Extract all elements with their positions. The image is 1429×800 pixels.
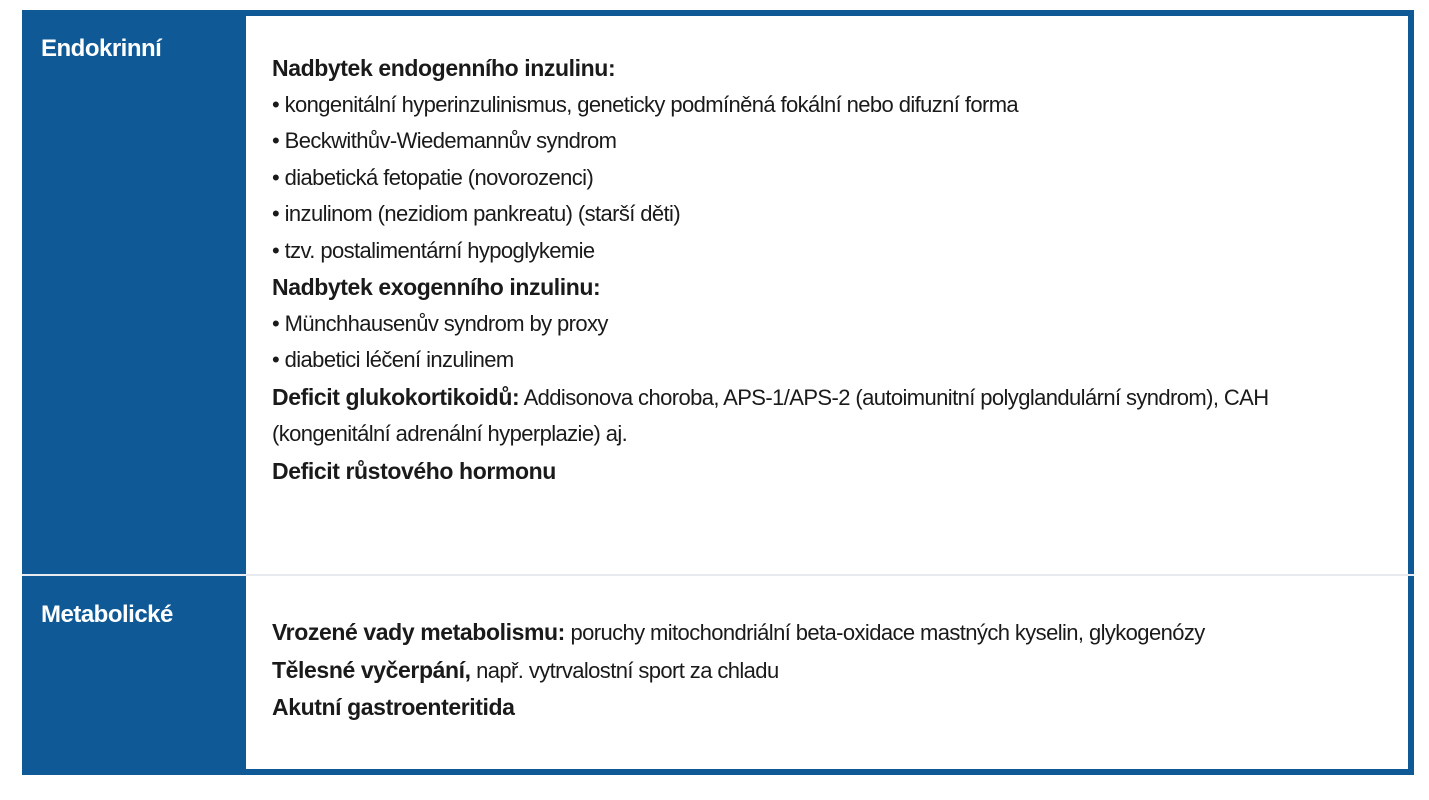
- glukokortikoidy-entry: [272, 379, 1312, 453]
- telesne-vycerpani-label: Tělesné vyčerpání,: [272, 656, 471, 683]
- list-item: • Beckwithův-Wiedemannův syndrom: [272, 123, 1400, 160]
- list-item: • diabetická fetopatie (novorozenci): [272, 160, 1400, 197]
- glukokortikoidy-label: Deficit glukokortikoidů:: [272, 383, 520, 410]
- vrozene-vady-text: poruchy mitochondriální beta-oxidace mastných kyselin, glykogenózy: [570, 620, 1205, 645]
- content-cell-endokrinni: [246, 16, 1408, 574]
- list-item: • tzv. postalimentární hypoglykemie: [272, 233, 1400, 270]
- heading-endogenni-inzulin: Nadbytek endogenního inzulinu:: [272, 55, 616, 81]
- list-item: • kongenitální hyperinzulinismus, geneticky podmíněná fokální nebo difuzní forma: [272, 87, 1400, 124]
- causes-table: [22, 10, 1414, 775]
- category-cell-endokrinni: Endokrinní: [41, 35, 162, 62]
- glukokortikoidy-text: Addisonova choroba, APS-1/APS-2 (autoimunitní polyglandulární syndrom), CAH (kongenitální adrenální hyperplazie) aj.: [272, 384, 1269, 446]
- heading-rustovy-hormon: Deficit růstového hormonu: [272, 457, 556, 484]
- list-item: • Münchhausenův syndrom by proxy: [272, 306, 1400, 343]
- list-item: • diabetici léčení inzulinem: [272, 342, 1400, 379]
- telesne-vycerpani-entry: [272, 652, 1400, 690]
- content-cell-metabolicke: [246, 576, 1408, 769]
- heading-exogenni-inzulin: Nadbytek exogenního inzulinu:: [272, 274, 601, 300]
- vrozene-vady-entry: [272, 614, 1400, 652]
- vrozene-vady-label: Vrozené vady metabolismu:: [272, 619, 565, 645]
- telesne-vycerpani-text: např. vytrvalostní sport za chladu: [476, 657, 779, 683]
- list-item: • inzulinom (nezidiom pankreatu) (starší děti): [272, 196, 1400, 233]
- table-row-metabolicke: [22, 576, 1414, 775]
- akutni-gastroenteritida: Akutní gastroenteritida: [272, 694, 515, 720]
- category-cell-metabolicke: Metabolické: [41, 601, 173, 628]
- table-row-endokrinni: [22, 10, 1414, 576]
